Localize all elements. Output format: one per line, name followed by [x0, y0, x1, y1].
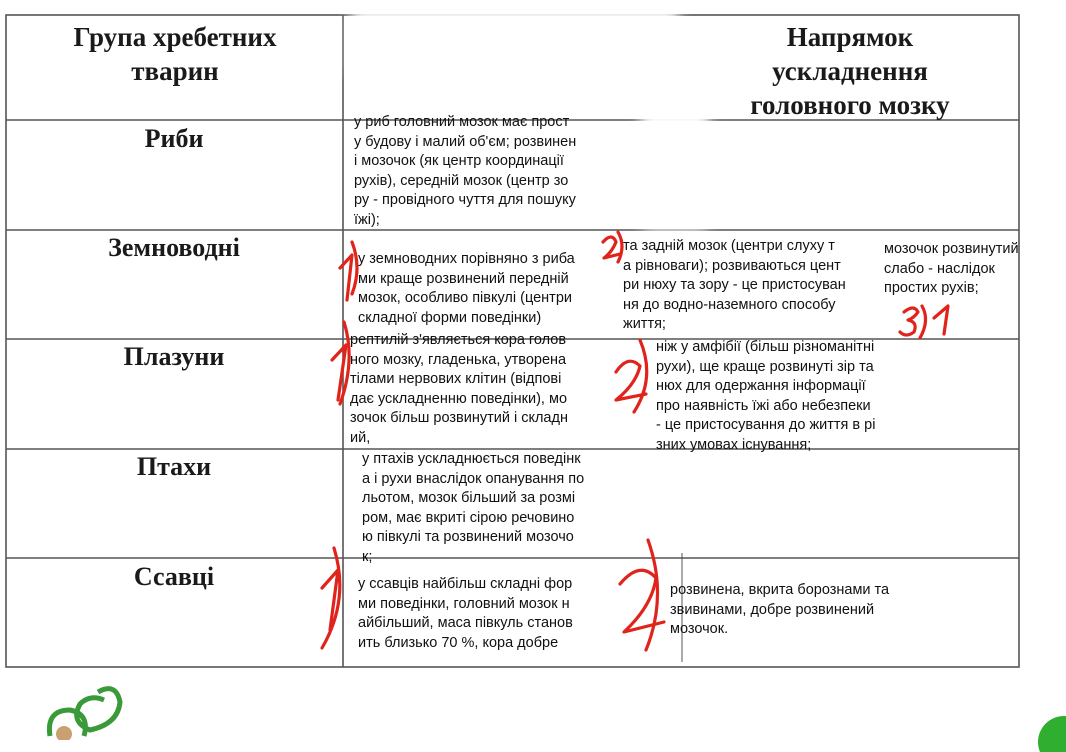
note-mammals-part2: розвинена, вкрита борознами та звивинами, добре розвинений мозочок.	[670, 582, 890, 637]
note-amphibians-part1: у земноводних порівняно з риба ми краще розвинений передній мозок, особливо півкулі (центри складної форми поведінки)	[358, 251, 575, 326]
group-amphibians: Земноводні	[108, 233, 240, 262]
note-birds: у птахів ускладнюється поведінк а і рухи внаслідок опанування по льотом, мозок більший за розмі ром, має вкриті сірою речовино ю півкулі та розвинений мозочо к;	[362, 451, 585, 565]
group-birds: Птахи	[136, 452, 212, 481]
note-reptiles-part1: рептилій з'являється кора голов ного мозку, гладенька, утворена тілами нервових клітин (відпові дає ускладненню поведінки), мо зочок більш розвинутий і складн ий,	[350, 332, 568, 446]
mark-3-mark	[900, 308, 918, 335]
note-amphibians-part3: мозочок розвинутий слабо - наслідок простих рухів;	[884, 241, 1019, 296]
note-fish: у риб головний мозок має прост у будову і малий об'єм; розвинен і мозочок (як центр координації рухів), середній мозок (центр зо ру - провідного чуття для пошуку їжі);	[354, 114, 577, 228]
mark-1-amphibians	[340, 255, 352, 300]
group-reptiles: Плазуни	[123, 342, 225, 371]
mark-1-small	[934, 306, 948, 334]
mark-paren3	[920, 306, 926, 338]
group-mammals: Ссавці	[133, 562, 215, 591]
green-orb-icon	[1034, 712, 1066, 752]
note-mammals-part1: у ссавців найбільш складні фор ми поведінки, головний мозок н айбільший, маса півкуль станов ить близько 70 %, кора добре	[358, 576, 573, 651]
note-amphibians-part2: та задній мозок (центри слуху т а рівноваги); розвиваються цент ри нюху та зору - це пристосуван ня до водно-наземного способу життя;	[623, 238, 846, 332]
leaf-logo-icon	[20, 680, 130, 740]
group-fish: Риби	[144, 124, 204, 153]
mark-paren2-amphibians	[618, 232, 622, 262]
header-group: Група хребетних тварин	[73, 22, 277, 86]
note-reptiles-part2: ніж у амфібії (більш різноманітні рухи), ще краще розвинуті зір та нюх для одержання інформації про наявність їжі або небезпеки - це пристосування до життя в рі зних умовах існування;	[656, 339, 876, 453]
header-direction: Напрямок ускладнення головного мозку	[750, 22, 950, 120]
mark-2-amphibians	[603, 237, 620, 258]
mark-paren-amphibians	[352, 242, 357, 294]
mark-paren-mammals	[322, 548, 340, 648]
